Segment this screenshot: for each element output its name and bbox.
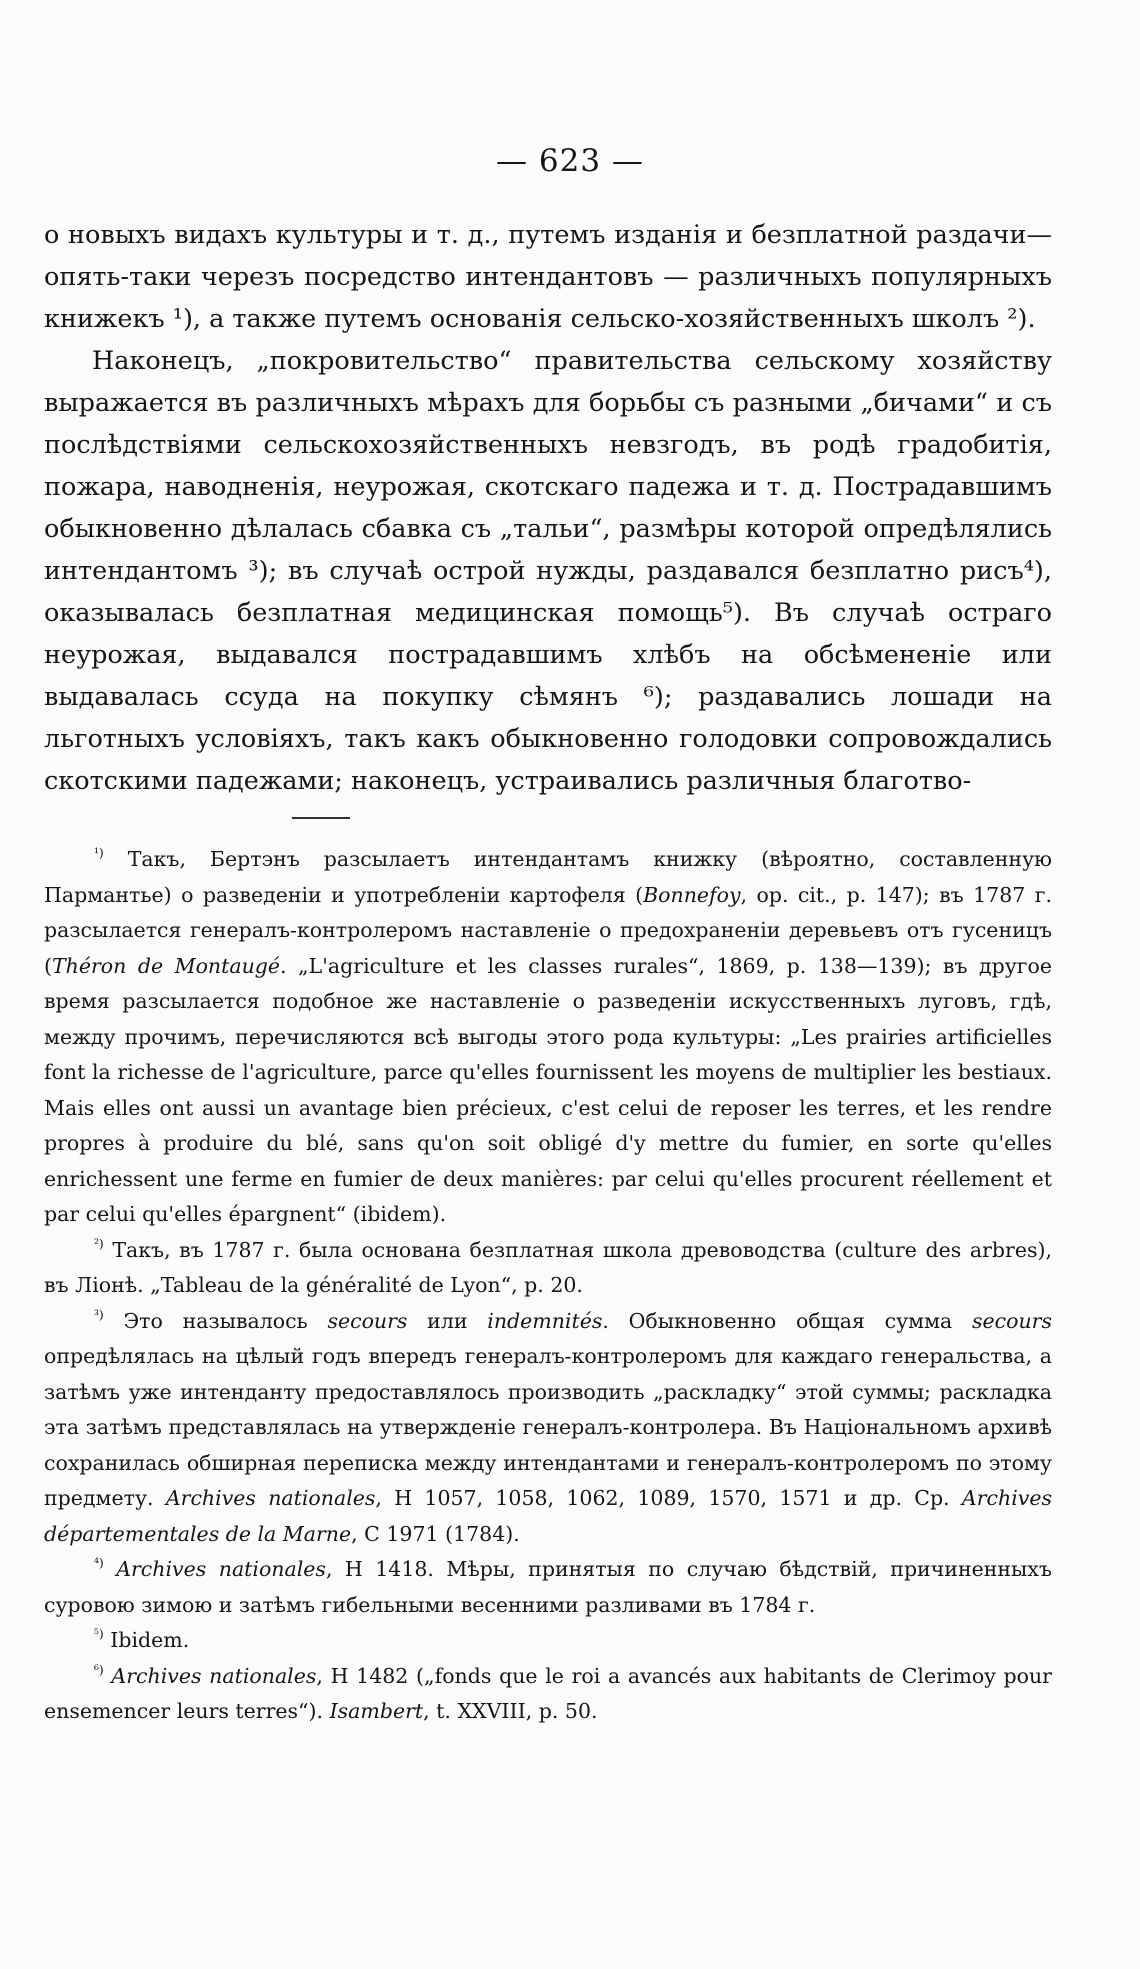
footnote-text: Ibidem.	[110, 1628, 190, 1652]
body-paragraph: Наконецъ, „покровительство“ правительства сельскому хозяйству выражается въ различныхъ мѣрахъ для борьбы съ разными „бичами“ и съ послѣдствіями сельскохозяйственныхъ невзгодъ, въ родѣ градобитія, пожара, наводненія, неурожая, скотскаго падежа и т. д. Пострадавшимъ обыкновенно дѣлалась сбавка съ „тальи“, размѣры которой опредѣлялись интендантомъ ³); въ случаѣ острой нужды, раздавался безплатно рисъ⁴), оказывалась безплатная медицинская помощь⁵). Въ случаѣ остраго неурожая, выдавался пострадавшимъ хлѣбъ на обсѣмененіе или выдавалась ссуда на покупку сѣмянъ ⁶); раздавались лошади на льготныхъ условіяхъ, такъ какъ обыкновенно голодовки сопровождались скотскими падежами; наконецъ, устраивались различныя благотво-	[44, 346, 1052, 796]
page-number: — 623 —	[496, 143, 644, 179]
footnote-6	[44, 1659, 1052, 1730]
footnote-1	[44, 842, 1052, 1233]
main-text	[44, 214, 1052, 802]
citation-italic: secours	[327, 1308, 408, 1333]
footnote-text: Это называлось	[123, 1308, 328, 1333]
footnote-marker: ⁵)	[94, 1626, 104, 1641]
citation-italic: indemnités	[487, 1308, 603, 1333]
citation-italic: secours	[971, 1308, 1052, 1333]
footnote-separator	[292, 817, 350, 819]
footnote-marker: ³)	[94, 1307, 104, 1322]
footnote-text: опредѣлялась на цѣлый годъ впередъ генералъ-контролеромъ для каждаго генеральства, а затѣмъ уже интенданту предоставлялось производить „раскладку“ этой суммы; раскладка эта затѣмъ представлялась на утвержденіе генералъ-контролера. Въ Національномъ архивѣ сохранилась обширная переписка между интендантами и генералъ-контролеромъ по этому предмету.	[44, 1344, 1052, 1510]
footnote-text: . Обыкновенно общая сумма	[602, 1308, 972, 1333]
body-paragraph: о новыхъ видахъ культуры и т. д., путемъ изданія и безплатной раздачи—опять-таки черезъ посредство интендантовъ — различныхъ популярныхъ книжекъ ¹), а также путемъ основанія сельско-хозяйственныхъ школъ ²).	[44, 220, 1052, 334]
footnote-marker: ⁶)	[94, 1662, 104, 1677]
footnote-text: , H 1482 („fonds que le roi a avancés aux habitants de Clerimoy pour ensemencer leurs terres“).	[44, 1663, 1052, 1723]
footnote-text: , H 1418. Мѣры, принятыя по случаю бѣдствій, причиненныхъ суровою зимою и затѣмъ гибельными весенними разливами въ 1784 г.	[44, 1557, 1052, 1617]
citation-italic: Archives nationales	[116, 1557, 326, 1581]
footnote-text: , C 1971 (1784).	[351, 1521, 520, 1546]
footnote-text: или	[407, 1308, 488, 1333]
citation-italic: Théron de Montaugé	[52, 953, 281, 978]
footnote-marker: ⁴)	[94, 1555, 104, 1570]
footnote-3	[44, 1304, 1052, 1553]
footnote-marker: ²)	[94, 1236, 104, 1251]
footnote-text: Такъ, Бертэнъ разсылаетъ интендантамъ книжку (вѣроятно, составленную Пармантье) о разведеніи и употребленіи картофеля (	[44, 847, 1052, 907]
citation-italic: Isambert	[329, 1699, 424, 1723]
footnote-5	[44, 1623, 1052, 1659]
citation-italic: Archives nationales	[165, 1486, 376, 1510]
citation-italic: Archives départementales de la Marne	[44, 1486, 1052, 1546]
citation-italic: Bonnefoy	[643, 882, 741, 907]
footnote-text: . „L'agriculture et les classes rurales“, 1869, p. 138—139); въ другое время разсылается подобное же наставленіе о разведеніи искусственныхъ луговъ, гдѣ, между прочимъ, перечисляются всѣ выгоды этого рода культуры: „Les prairies artificielles font la richesse de l'agriculture, parce qu'elles fournissent les moyens de multiplier les bestiaux. Mais elles ont aussi un avantage bien précieux, c'est celui de reposer les terres, et les rendre propres à produire du blé, sans qu'on soit obligé d'y mettre du fumier, en sorte qu'elles enrichessent une ferme en fumier de deux manières: par celui qu'elles procurent réellement et par celui qu'elles épargnent“ (ibidem).	[44, 953, 1053, 1226]
footnote-marker: ¹)	[94, 845, 104, 860]
footnote-text: , H 1057, 1058, 1062, 1089, 1570, 1571 и др. Ср.	[375, 1486, 962, 1510]
footnotes	[44, 842, 1052, 1730]
citation-italic: Archives nationales	[111, 1663, 317, 1688]
footnote-text: , t. XXVIII, p. 50.	[423, 1699, 598, 1723]
footnote-4	[44, 1552, 1052, 1623]
footnote-2	[44, 1233, 1052, 1304]
footnote-text: , op. cit., p. 147); въ 1787 г. разсылается генералъ-контролеромъ наставленіе о предохраненіи деревьевъ отъ гусеницъ (	[44, 882, 1052, 978]
footnote-text: Такъ, въ 1787 г. была основана безплатная школа древоводства (culture des arbres), въ Ліонѣ. „Tableau de la généralité de Lyon“, p. 20.	[44, 1237, 1052, 1297]
